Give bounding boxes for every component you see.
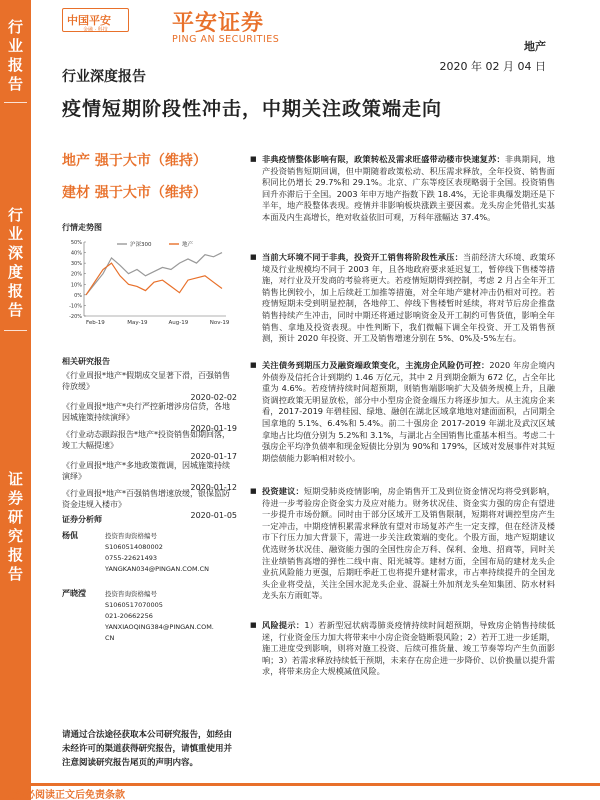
paragraph-lead: 当前大环境不同于非典，投资开工销售将阶段性承压： <box>262 252 464 262</box>
market-trend-chart <box>62 232 232 332</box>
related-report-date: 2020-01-05 <box>190 511 237 520</box>
related-report-title: 《行业周报*地产*多地政策微调，因城施策持续演绎》 <box>62 461 230 481</box>
sidebar-char: 业 <box>7 37 23 55</box>
brand-name: 平安证券 <box>172 11 265 36</box>
sidebar-divider <box>4 102 27 103</box>
paragraph-lead: 投资建议： <box>262 486 304 496</box>
sidebar-char: 报 <box>7 56 23 74</box>
related-report-date: 2020-01-17 <box>190 452 237 461</box>
x-tick-label: Nov-19 <box>209 320 230 326</box>
sidebar-char: 证 <box>7 470 23 488</box>
y-tick-label: 40% <box>70 250 82 257</box>
report-type: 行业深度报告 <box>62 69 146 85</box>
sector-label: 地产 <box>524 40 546 53</box>
legend-label: 地产 <box>182 242 194 248</box>
logo-text: 中国平安 <box>67 14 111 27</box>
analyst-detail: 0755-22621493 <box>105 554 157 562</box>
sidebar-char: 告 <box>7 75 23 93</box>
logo-subtext: 金融 · 科技 <box>83 27 108 33</box>
paragraph-body: 短期受肺炎疫情影响，房企销售开工及到位资金情况均将受到影响，待进一步考验房企资金实力及应对能力。财务状况佳、资金实力强的房企有望进一步提升市场份额。同时由于部分区域开工及销售限制，短期将对调控型房产生一定冲击，中期疫情积累需求释放有望对市场复苏产生一定支撑，但在经济及楼市下行压力加大背景下，需进一步关注政策端的变化。个股方面，地产短期建议优选财务状况佳、融资能力强的全国性房企万科、保利、金地、招商等，同时关注业绩销售高增的弹性二线中南、阳光城等。建材方面，全国布局的建材龙头企业抗风险能力更强，后期旺季赶工也将提升建材需求，市占率持续提升的全国龙头企业将受益，关注全国水泥龙头企业、混凝土外加剂龙头垒知集团、防水材料龙头东方雨虹等。 <box>262 486 555 601</box>
report-date: 2020 年 02 月 04 日 <box>439 60 546 73</box>
related-report-title: 《行业周报*地产*假期成交显著下滑，百强销售待放缓》 <box>62 371 230 391</box>
sidebar-char: 报 <box>7 282 23 300</box>
paragraph-lead: 风险提示： <box>262 620 305 630</box>
analyst-detail: 投资咨询资格编号 <box>105 532 157 540</box>
paragraph-body: 2020 年房企境内外债券及信托合计到期约 1.46 万亿元，其中 2 月到期金额为 672 亿，占全年比重为 4.6%。若疫情持续时间超预期，则销售端影响扩大及债务规模上升，且融资调控政策无明显放松，部分中小型房企资金端压力将逐步加大。从主流房企来看，2017-2019 年碧桂园、绿地、融创在湖北区域拿地地对建面面积，占同期全国拿地的 5.1%、6.4%和 5.4%。前二十强房企 2017-2019 年湖北及武汉区域拿地占比均值分别为 5.2%和 3.1%，与湖北占全国销售比重基本相当。考虑二十强房企平均净负债率和现金短债比分别为 90%和 179%，区域对发展事件对其短期偿债能力影响相对较小。 <box>262 360 555 463</box>
y-tick-label: 50% <box>70 240 82 246</box>
sidebar-char: 究 <box>7 527 23 545</box>
related-research-heading: 相关研究报告 <box>62 357 110 366</box>
sidebar-char: 告 <box>7 301 23 319</box>
analyst-detail: CN <box>105 634 115 642</box>
summary-paragraph <box>250 154 555 224</box>
sidebar-divider <box>4 330 27 331</box>
left-sidebar <box>0 0 31 800</box>
analyst-detail: YANGKAN034@PINGAN.COM.CN <box>105 565 210 573</box>
y-tick-label: -10% <box>69 303 82 310</box>
sidebar-char: 行 <box>7 18 23 36</box>
rating-building-materials: 建材 强于大市（维持） <box>62 185 207 201</box>
paragraph-body: 非典期间，地产投资销售短期回调，但中期随着政策松动、积压需求释放，全年投资、销售面积同比仍增长 29.7%和 29.1%。北京、广东等疫区表现略弱于全国。投资销售回升亦滞后于全国。2003 年申万地产指数下跌 18.4%，无论非典爆发期还是下半年，地产股整体表现。疫情并非影响板块涨跌主要因素。龙头房企凭借扎实基本面及内生高增长，绝对收益依旧可观，万科年涨幅达 37.4%。 <box>262 154 555 222</box>
y-tick-label: 0% <box>74 292 82 299</box>
related-report-title: 《行业周报*地产*央行严控新增涉房信贷，各地因城施策持续演绎》 <box>62 402 230 422</box>
legend-label: 沪深300 <box>130 242 152 248</box>
paragraph-body: 1）若新型冠状病毒肺炎疫情持续时间超预期，导致房企销售持续低迷，行业资金压力加大将带来中小房企资金链断裂风险；2）若开工进一步延期，施工进度受到影响，则将对施工投资、后续可推货量、竣工节奏等均产生负面影响；3）若需求释放持续低于预期，未来存在房企进一步降价、以价换量以提升需求，将带来房企大规模减值风险。 <box>262 620 555 677</box>
analyst-name: 杨侃 <box>62 531 78 540</box>
pingan-group-logo <box>62 8 129 32</box>
analyst-detail: 投资咨询资格编号 <box>105 590 157 598</box>
page-title: 疫情短期阶段性冲击，中期关注政策端走向 <box>62 98 443 120</box>
paragraph-lead: 非典疫情整体影响有限，政策转松及需求旺盛带动楼市快速复苏： <box>262 154 505 164</box>
summary-paragraph <box>250 486 555 602</box>
analyst-detail: S1060517070005 <box>105 601 163 609</box>
series-line <box>86 253 222 295</box>
paragraph-lead: 关注债务到期压力及融资端政策变化，主流房企风险仍可控： <box>262 360 490 370</box>
y-tick-label: -20% <box>69 314 82 320</box>
sidebar-char: 行 <box>7 206 23 224</box>
related-report-date: 2020-01-19 <box>190 424 237 433</box>
x-tick-label: May-19 <box>127 320 148 326</box>
y-tick-label: 30% <box>70 261 82 268</box>
sidebar-char: 券 <box>7 489 23 507</box>
rating-real-estate: 地产 强于大市（维持） <box>62 153 207 169</box>
summary-paragraph <box>250 252 555 345</box>
sidebar-char: 研 <box>7 508 23 526</box>
analyst-detail: YANXIAOQING384@PINGAN.COM. <box>105 623 214 631</box>
related-report-item[interactable] <box>62 370 237 403</box>
chart-title: 行情走势图 <box>62 223 102 232</box>
analyst-detail: S1060514080002 <box>105 543 163 551</box>
paragraph-body: 当前经济大环境、政策环境及行业规模均不同于 2003 年，且各地政府要求延迟复工，暂停线下售楼等措施，对行业及开发商的考验将更大。若疫情短期得到控制，考虑 2 月占全年开工销售比例较小，加上后续赶工加推等措施，对全年地产建材冲击仍相对可控。若疫情短期未受到明显控制，各地停工、停线下售楼暂时延续，将对节后房企推盘销售持续产生冲击，同时中期还将通过影响资金及开工制约可售货值，影响全年销售、拿地及投资表现。中性判断下，我们微幅下调全年投资、开工及销售预测，预计 2020 年投资、开工及销售增速分别在 5%、0%及-5%左右。 <box>262 252 555 344</box>
sidebar-char: 告 <box>7 565 23 583</box>
related-report-date: 2020-01-12 <box>190 483 237 492</box>
sidebar-char: 报 <box>7 546 23 564</box>
related-report-title: 《行业动态跟踪报告*地产*投资销售如期回落，竣工大幅提速》 <box>62 430 230 450</box>
summary-paragraph <box>250 620 555 678</box>
analyst-name: 严晓滢 <box>62 589 86 598</box>
y-tick-label: 20% <box>70 271 82 278</box>
related-report-title: 《行业周报*地产*百强销售增速放缓，银保监防资金违规入楼市》 <box>62 489 230 509</box>
related-report-date: 2020-02-02 <box>190 393 237 402</box>
analysts-heading: 证券分析师 <box>62 515 102 524</box>
analyst-detail: 021-20662256 <box>105 612 153 620</box>
brand-name-en: PING AN SECURITIES <box>172 34 280 45</box>
x-tick-label: Aug-19 <box>168 320 189 326</box>
related-report-item[interactable] <box>62 429 237 462</box>
sidebar-char: 度 <box>7 263 23 281</box>
disclaimer-notice: 请通过合法途径获取本公司研究报告，如经由未经许可的渠道获得研究报告，请慎重使用并注意阅读研究报告尾页的声明内容。 <box>62 730 233 768</box>
y-tick-label: 10% <box>70 282 82 289</box>
sidebar-char: 深 <box>7 244 23 262</box>
sidebar-char: 业 <box>7 225 23 243</box>
footer-disclaimer: 请务必阅读正文后免责条款 <box>5 790 125 800</box>
summary-paragraph <box>250 360 555 464</box>
x-tick-label: Feb-19 <box>86 320 105 326</box>
